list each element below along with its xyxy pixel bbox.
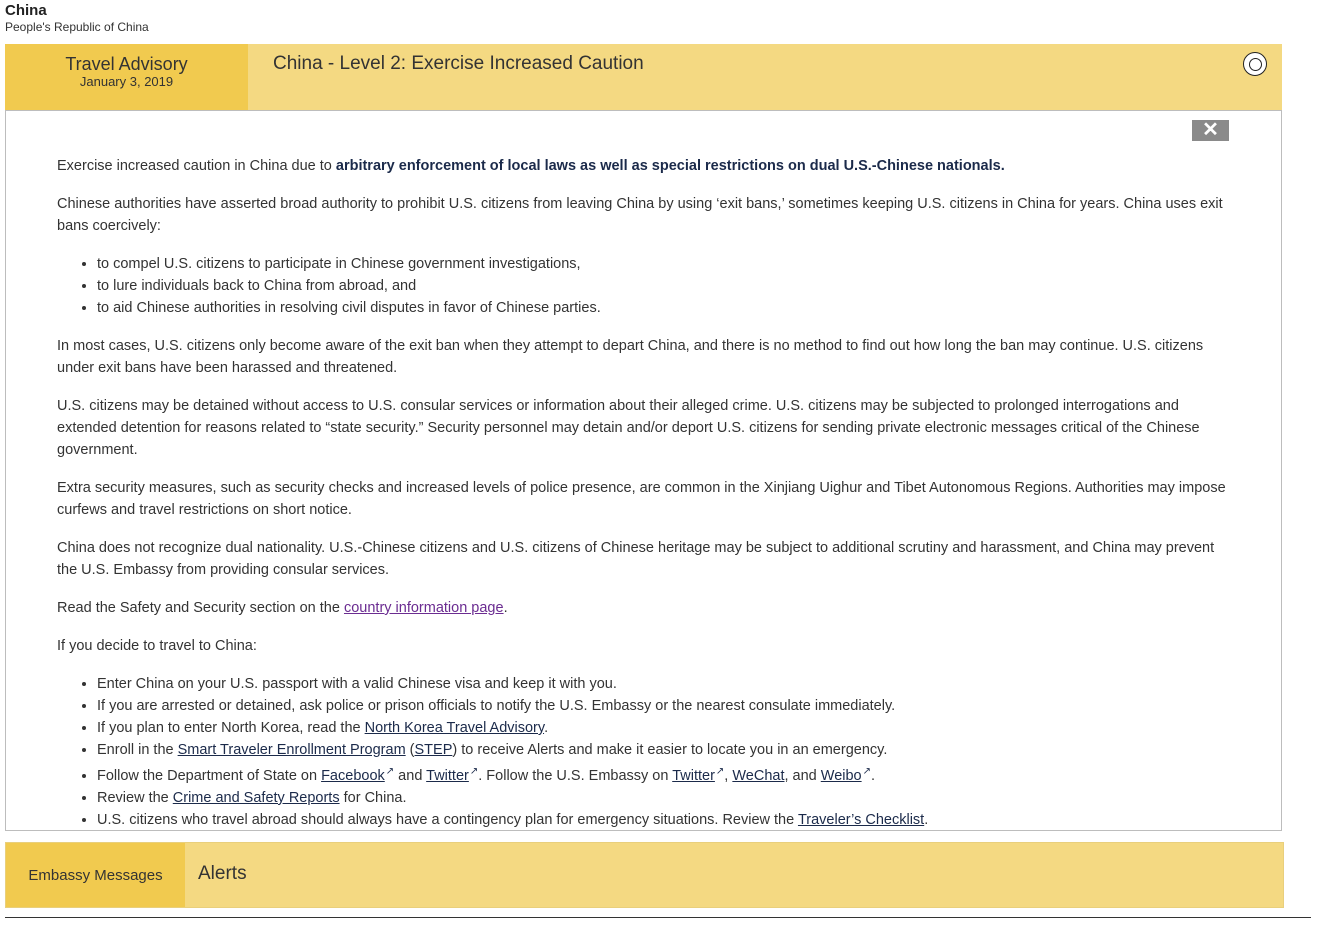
- list-item: • Enter China on your U.S. passport with a valid Chinese visa and keep it with you.: [97, 673, 1237, 695]
- text: If you plan to enter North Korea, read the: [97, 720, 365, 736]
- advisory-date: January 3, 2019: [79, 74, 174, 89]
- advisory-label: Travel Advisory: [65, 54, 188, 74]
- external-link-icon: ↗: [385, 766, 395, 777]
- step-program-link[interactable]: Smart Traveler Enrollment Program: [177, 742, 406, 758]
- list-item: • If you are arrested or detained, ask police or prison officials to notify the U.S. Embassy or the nearest consulate immediately.: [97, 695, 1237, 717]
- exit-ban-paragraph: Chinese authorities have asserted broad authority to prohibit U.S. citizens from leaving China by using ‘exit bans,’ sometimes keeping U.S. citizens in China for years. China uses exit bans coercively:: [57, 196, 1223, 234]
- list-item: [97, 787, 1237, 809]
- text: .: [544, 720, 549, 736]
- advisory-level-circle-icon[interactable]: [1243, 52, 1267, 76]
- paragraph: U.S. citizens may be detained without access to U.S. consular services or information about their alleged crime. U.S. citizens may be subjected to prolonged interrogations and extended detention for reasons related to “state security.” Security personnel may detain and/or deport U.S. citizens for sending private electronic messages critical of the Chinese government.: [57, 398, 1200, 458]
- crime-safety-reports-link[interactable]: Crime and Safety Reports: [172, 789, 340, 806]
- external-link-icon: ↗: [862, 766, 871, 777]
- text: Review the: [97, 789, 173, 806]
- embassy-twitter-link[interactable]: Twitter: [672, 767, 715, 784]
- close-icon[interactable]: ✕: [1192, 120, 1229, 141]
- country-header: [5, 2, 149, 35]
- text: .: [924, 811, 929, 828]
- embassy-messages-bar[interactable]: [5, 842, 1284, 908]
- text: Enroll in the: [97, 742, 178, 758]
- text: Read the Safety and Security section on the: [57, 600, 344, 616]
- text: , and: [784, 767, 821, 784]
- external-link-icon: ↗: [469, 766, 479, 777]
- text: (: [405, 742, 415, 758]
- safety-paragraph: [57, 597, 1237, 619]
- advisory-title: China - Level 2: Exercise Increased Caution: [273, 53, 644, 74]
- wechat-link[interactable]: WeChat: [732, 767, 785, 784]
- twitter-link[interactable]: Twitter: [426, 767, 469, 784]
- travelers-checklist-link[interactable]: Traveler’s Checklist: [797, 811, 925, 828]
- intro-strong: arbitrary enforcement of local laws as well as special restrictions on dual U.S.-Chinese nationals.: [335, 158, 1005, 174]
- text: . Follow the U.S. Embassy on: [478, 767, 673, 784]
- facebook-link[interactable]: Facebook: [321, 767, 385, 784]
- paragraph: Extra security measures, such as security checks and increased levels of police presence, are common in the Xinjiang Uighur and Tibet Autonomous Regions. Authorities may impose curfews and travel restrictions on short notice.: [57, 480, 1226, 518]
- text: ) to receive Alerts and make it easier to locate you in an emergency.: [452, 742, 888, 758]
- divider: [5, 917, 1311, 918]
- list-item: [97, 809, 1237, 831]
- alerts-heading: Alerts: [198, 863, 247, 884]
- advisory-panel: [5, 110, 1282, 831]
- external-link-icon: ↗: [715, 766, 725, 777]
- advisory-label-box: [5, 44, 248, 110]
- embassy-messages-label: Embassy Messages: [6, 843, 185, 907]
- text: and: [394, 767, 427, 784]
- exit-ban-list: [57, 253, 1237, 319]
- travel-advisory-bar[interactable]: [5, 44, 1282, 110]
- weibo-link[interactable]: Weibo: [820, 767, 862, 784]
- step-link[interactable]: STEP: [414, 742, 453, 758]
- country-official-name: People's Republic of China: [5, 20, 149, 34]
- text: ,: [724, 767, 733, 784]
- text: for China.: [339, 789, 407, 806]
- country-information-link[interactable]: country information page: [343, 600, 504, 616]
- paragraph: China does not recognize dual nationality. U.S.-Chinese citizens and U.S. citizens of Chinese heritage may be subject to additional scrutiny and harassment, and China may prevent the U.S. Embassy from providing consular services.: [57, 540, 1215, 578]
- north-korea-advisory-link[interactable]: North Korea Travel Advisory: [364, 720, 545, 736]
- paragraph: If you decide to travel to China:: [57, 638, 257, 654]
- text: .: [503, 600, 508, 616]
- travel-tips-list: [57, 673, 1237, 831]
- paragraph: In most cases, U.S. citizens only become aware of the exit ban when they attempt to depart China, and there is no method to find out how long the ban may continue. U.S. citizens under exit bans have been harassed and threatened.: [57, 338, 1204, 376]
- intro-paragraph: [57, 155, 1237, 177]
- advisory-content: [57, 155, 1237, 847]
- country-name: China: [5, 2, 47, 19]
- text: .: [871, 767, 876, 784]
- list-item: [97, 739, 1237, 761]
- list-item: • to compel U.S. citizens to participate in Chinese government investigations,: [97, 253, 1237, 275]
- list-item: [97, 717, 1237, 739]
- intro-text: Exercise increased caution in China due to: [57, 158, 336, 174]
- text: U.S. citizens who travel abroad should always have a contingency plan for emergency situations. Review the: [97, 811, 798, 828]
- list-item: • to aid Chinese authorities in resolving civil disputes in favor of Chinese parties.: [97, 297, 1237, 319]
- list-item: [97, 761, 1237, 787]
- list-item: • to lure individuals back to China from abroad, and: [97, 275, 1237, 297]
- text: Follow the Department of State on: [97, 767, 322, 784]
